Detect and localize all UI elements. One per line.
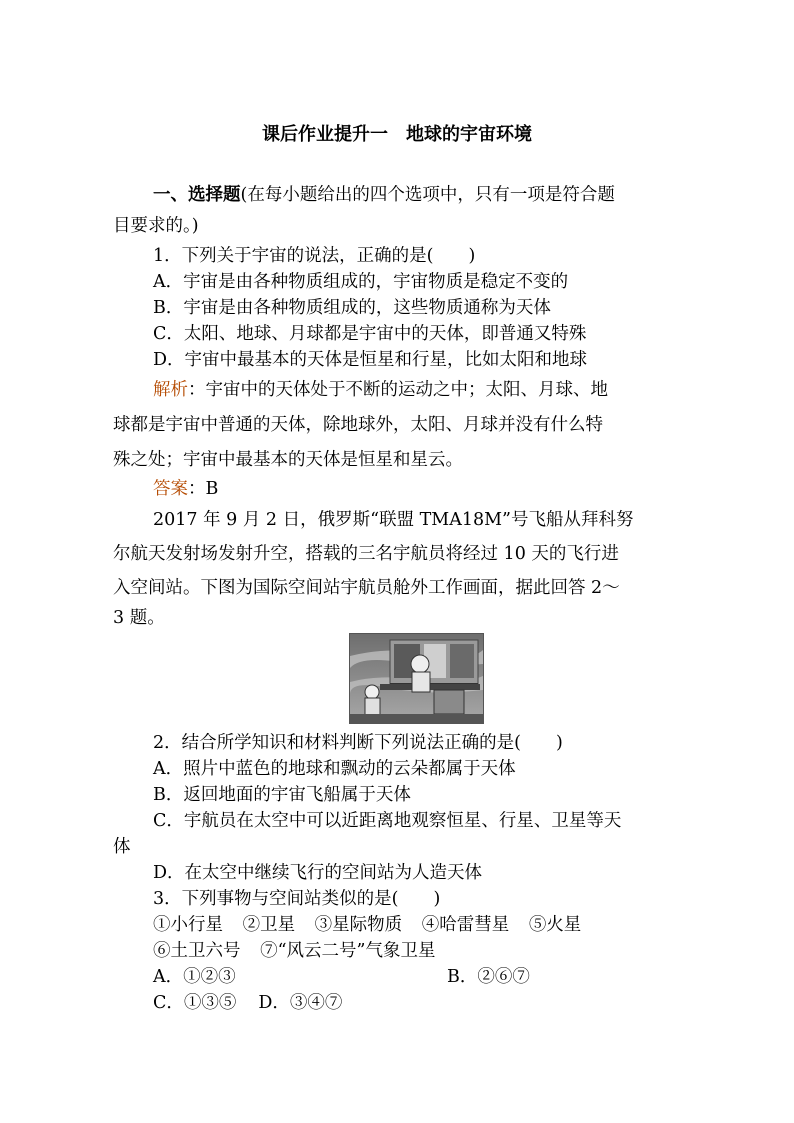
- material-line-1: 2017 年 9 月 2 日，俄罗斯“联盟 TMA18M”号飞船从拜科努: [153, 510, 634, 530]
- analysis-text: ：宇宙中的天体处于不断的运动之中；太阳、月球、地: [188, 380, 608, 400]
- q3-item: ⑤火星: [528, 915, 582, 935]
- page-title: 课后作业提升一 地球的宇宙环境: [262, 124, 532, 145]
- section-note: (在每小题给出的四个选项中，只有一项是符合题: [240, 185, 615, 205]
- q1-option-b: B．宇宙是由各种物质组成的，这些物质通称为天体: [153, 298, 551, 318]
- answer-label: 答案: [153, 479, 188, 499]
- q3-items-line-1: [153, 913, 581, 937]
- section-note-cont: 目要求的。): [113, 216, 199, 236]
- q3-item: ④哈雷彗星: [421, 915, 510, 935]
- q3-item: ①小行星: [153, 915, 223, 935]
- q1-stem: 1．下列关于宇宙的说法，正确的是( ): [153, 246, 476, 266]
- section-heading-line: [153, 183, 615, 207]
- q3-options-cd: [153, 991, 342, 1015]
- q3-item: ⑦“风云二号”气象卫星: [260, 941, 436, 961]
- q2-stem: 2．结合所学知识和材料判断下列说法正确的是( ): [153, 733, 563, 753]
- material-line-2: 尔航天发射场发射升空，搭载的三名宇航员将经过 10 天的飞行进: [113, 544, 619, 564]
- q1-analysis-line-2: 球都是宇宙中普通的天体，除地球外，太阳、月球并没有什么特: [113, 415, 603, 435]
- q1-option-a: A．宇宙是由各种物质组成的，宇宙物质是稳定不变的: [153, 272, 569, 292]
- q3-option-c: C．①③⑤: [153, 993, 237, 1013]
- q3-stem: 3．下列事物与空间站类似的是( ): [153, 889, 441, 909]
- q1-analysis-line-3: 殊之处；宇宙中最基本的天体是恒星和星云。: [113, 450, 463, 470]
- q3-item: ⑥土卫六号: [153, 941, 241, 961]
- space-station-photo: [349, 633, 484, 724]
- q2-option-d: D．在太空中继续飞行的空间站为人造天体: [153, 863, 483, 883]
- answer-value: ：B: [188, 479, 219, 499]
- q3-option-b: B．②⑥⑦: [447, 967, 530, 987]
- q3-option-a: A．①②③: [153, 967, 236, 987]
- q3-item: ②卫星: [242, 915, 296, 935]
- material-line-4: 3 题。: [113, 608, 165, 628]
- q1-option-c: C．太阳、地球、月球都是宇宙中的天体，即普通又特殊: [153, 324, 587, 344]
- q2-option-b: B．返回地面的宇宙飞船属于天体: [153, 785, 411, 805]
- q3-option-d: D．③④⑦: [258, 993, 343, 1013]
- q1-option-d: D．宇宙中最基本的天体是恒星和行星，比如太阳和地球: [153, 350, 588, 370]
- astronaut-eva-image: [350, 634, 483, 723]
- q1-analysis-line-1: [153, 378, 608, 402]
- analysis-label: 解析: [153, 380, 188, 400]
- q1-answer: [153, 477, 218, 501]
- section-heading: 一、选择题: [153, 185, 241, 205]
- q2-option-a: A．照片中蓝色的地球和飘动的云朵都属于天体: [153, 759, 516, 779]
- material-line-3: 入空间站。下图为国际空间站宇航员舱外工作画面，据此回答 2～: [113, 578, 620, 598]
- q2-option-c-cont: 体: [113, 837, 131, 857]
- q3-items-line-2: [153, 939, 435, 963]
- q3-item: ③星际物质: [314, 915, 403, 935]
- q2-option-c: C．宇航员在太空中可以近距离地观察恒星、行星、卫星等天: [153, 811, 622, 831]
